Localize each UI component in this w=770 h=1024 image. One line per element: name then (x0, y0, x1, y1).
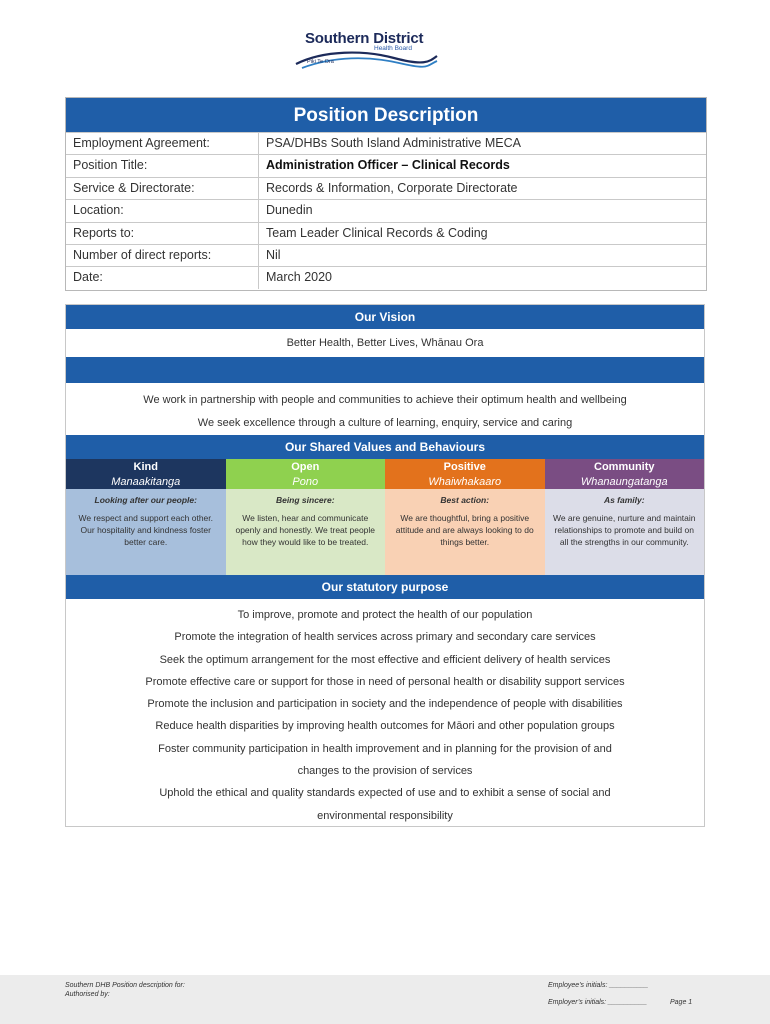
mission-heading (66, 357, 704, 383)
values-heading: Our Shared Values and Behaviours (66, 435, 704, 459)
behaviour-text: We are thoughtful, bring a positive attitude and are always looking to do things better. (395, 513, 534, 547)
mission-line: We work in partnership with people and communities to achieve their optimum health and wellbeing (143, 394, 627, 406)
row-label: Employment Agreement: (66, 133, 259, 154)
purpose-line: Promote the inclusion and participation in society and the independence of people with disabilities (147, 698, 623, 711)
value-body (226, 489, 386, 575)
mission-line: We seek excellence through a culture of learning, enquiry, service and caring (197, 417, 573, 429)
behaviour-text: We respect and support each other. Our hospitality and kindness foster better care. (78, 513, 213, 547)
row-value: Nil (266, 247, 281, 262)
row-label: Position Title: (66, 155, 259, 176)
purpose-line: environmental responsibility (317, 809, 453, 822)
value-maori-name: Whanaungatanga (580, 476, 668, 488)
value-body (66, 489, 226, 575)
table-row (66, 244, 706, 266)
southern-dhb-logo (294, 30, 444, 72)
page-number: Page 1 (670, 999, 693, 1006)
mission-section (66, 383, 704, 435)
purpose-section (66, 599, 704, 827)
value-body (545, 489, 705, 575)
row-label: Location: (66, 200, 259, 221)
footer-description-for: Southern DHB Position description for: (65, 982, 185, 989)
behaviour-text: We listen, hear and communicate openly and honestly. We treat people how they would like to be treated. (235, 513, 376, 547)
row-value: March 2020 (266, 270, 333, 285)
row-value: PSA/DHBs South Island Administrative MECA (266, 136, 521, 150)
footer-authorised-by: Authorised by: (65, 991, 110, 998)
behaviour-text: We are genuine, nurture and maintain relationships to promote and build on all the strengths in our community. (552, 513, 696, 547)
table-row (66, 266, 706, 288)
purpose-line: Reduce health disparities by improving health outcomes for Māori and other population groups (155, 720, 615, 733)
position-title-value: Administration Officer – Clinical Records (266, 158, 510, 173)
purpose-line: changes to the provision of services (297, 765, 473, 778)
row-value: Records & Information, Corporate Directorate (266, 180, 518, 195)
table-row (66, 177, 706, 199)
value-name: Kind (133, 461, 158, 473)
vision-text: Better Health, Better Lives, Whānau Ora (286, 337, 484, 349)
behaviour-title: Best action: (440, 495, 490, 505)
value-header (545, 459, 705, 489)
table-row (66, 132, 706, 154)
value-header (226, 459, 386, 489)
value-open (226, 459, 386, 575)
footer-employee-initials: Employee’s initials: __________ (548, 982, 649, 989)
value-name: Positive (443, 461, 486, 473)
purpose-line: To improve, promote and protect the health of our population (237, 609, 533, 621)
purpose-line: Uphold the ethical and quality standards expected of use and to exhibit a sense of social and (159, 787, 611, 800)
value-body (385, 489, 545, 575)
behaviour-title: As family: (603, 495, 645, 505)
row-label: Number of direct reports: (66, 245, 259, 266)
row-label: Service & Directorate: (66, 178, 259, 199)
row-label: Reports to: (66, 223, 259, 244)
value-maori-name: Pono (292, 476, 319, 488)
purpose-line: Seek the optimum arrangement for the most effective and efficient delivery of health services (159, 653, 611, 666)
value-name: Community (594, 461, 655, 473)
organisation-overview (65, 304, 705, 827)
value-maori-name: Manaakitanga (111, 476, 181, 488)
logo-name: Southern District (305, 30, 424, 47)
purpose-line: Promote the integration of health services across primary and secondary care services (174, 631, 596, 644)
position-description-table (65, 97, 707, 291)
table-row (66, 222, 706, 244)
behaviour-title: Looking after our people: (94, 495, 197, 505)
page-title: Position Description (66, 98, 706, 132)
value-kind (66, 459, 226, 575)
value-header (385, 459, 545, 489)
value-positive (385, 459, 545, 575)
logo-tagline: Piki Te Ora (307, 59, 334, 65)
row-label: Date: (66, 267, 259, 288)
row-value: Dunedin (266, 203, 313, 218)
table-row (66, 154, 706, 176)
row-value: Team Leader Clinical Records & Coding (266, 225, 488, 240)
vision-heading: Our Vision (66, 305, 704, 329)
value-name: Open (291, 461, 320, 473)
purpose-line: Foster community participation in health improvement and in planning for the provision of and (158, 742, 612, 755)
value-header (66, 459, 226, 489)
purpose-heading: Our statutory purpose (66, 575, 704, 599)
page-footer (0, 975, 770, 1024)
value-community (545, 459, 705, 575)
values-grid (66, 459, 704, 575)
value-maori-name: Whaiwhakaaro (428, 476, 502, 488)
footer-employer-initials: Employer’s initials: __________ (548, 999, 647, 1006)
purpose-line: Promote effective care or support for those in need of personal health or disability support services (145, 675, 625, 688)
logo-subtitle: Health Board (374, 45, 412, 52)
behaviour-title: Being sincere: (275, 495, 335, 505)
table-row (66, 199, 706, 221)
